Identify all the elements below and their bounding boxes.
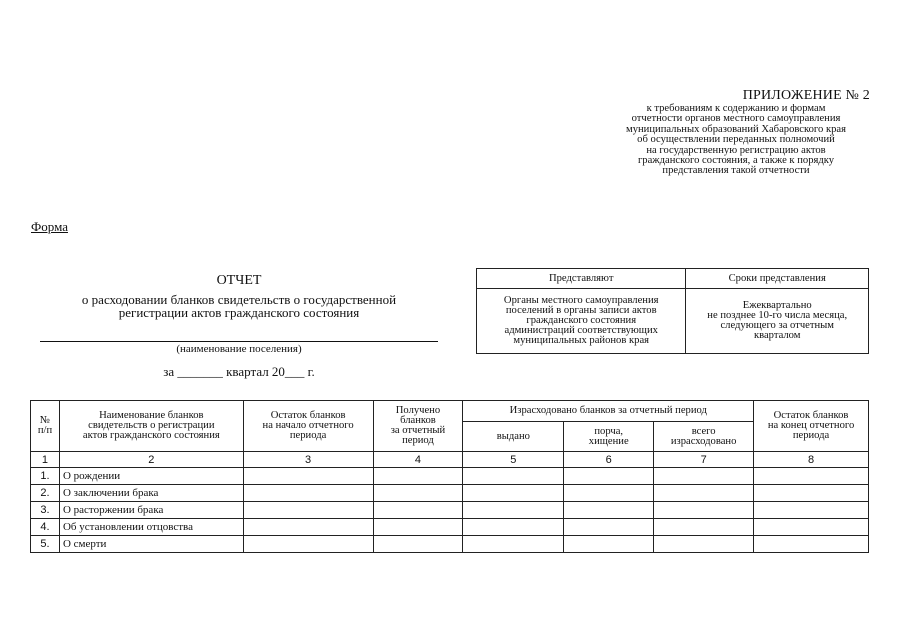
cell bbox=[243, 468, 373, 485]
header-text: хищение bbox=[588, 435, 629, 447]
settlement-blank-line bbox=[40, 341, 438, 342]
header-text: Получено bbox=[395, 405, 441, 416]
header-start-balance bbox=[243, 401, 373, 452]
header-text: Остаток бланков bbox=[773, 410, 849, 421]
who-line: гражданского состояния bbox=[526, 315, 637, 326]
cell bbox=[564, 485, 654, 502]
cell bbox=[463, 468, 564, 485]
cell bbox=[463, 502, 564, 519]
header-num bbox=[31, 401, 60, 452]
cell bbox=[373, 502, 463, 519]
cell bbox=[564, 519, 654, 536]
header-text: бланков bbox=[400, 415, 436, 426]
header-text: актов гражданского состояния bbox=[82, 430, 220, 441]
who-line: администраций соответствующих bbox=[504, 325, 658, 336]
header-text: п/п bbox=[37, 425, 53, 436]
header-text: свидетельств о регистрации bbox=[88, 420, 215, 431]
blanks-table bbox=[30, 400, 869, 553]
header-issued: выдано bbox=[463, 422, 564, 452]
when-line: Ежеквартально bbox=[742, 300, 812, 311]
header-damage bbox=[564, 422, 654, 452]
appendix-title: ПРИЛОЖЕНИЕ № 2 bbox=[742, 88, 870, 103]
header-total bbox=[654, 422, 754, 452]
quarter-line: за _______ квартал 20___ г. bbox=[163, 364, 315, 379]
cell bbox=[243, 519, 373, 536]
submission-table bbox=[476, 268, 869, 354]
header-text: всего bbox=[691, 425, 716, 437]
header-received bbox=[373, 401, 463, 452]
header-text: на конец отчетного bbox=[767, 420, 855, 431]
form-label: Форма bbox=[31, 219, 68, 234]
row-name: О смерти bbox=[59, 536, 243, 553]
column-number: 1 bbox=[31, 452, 60, 468]
table-row bbox=[31, 519, 869, 536]
cell bbox=[373, 519, 463, 536]
row-number: 3. bbox=[31, 502, 60, 519]
cell bbox=[243, 536, 373, 553]
appendix-line: гражданского состояния, а также к порядку bbox=[637, 155, 835, 167]
cell bbox=[463, 536, 564, 553]
cell bbox=[243, 502, 373, 519]
cell bbox=[243, 485, 373, 502]
header-text: периода bbox=[289, 430, 327, 441]
header-when: Сроки представления bbox=[686, 269, 869, 289]
header-who: Представляют bbox=[477, 269, 686, 289]
cell bbox=[564, 502, 654, 519]
row-number: 4. bbox=[31, 519, 60, 536]
table-row bbox=[31, 502, 869, 519]
cell bbox=[754, 519, 869, 536]
table-row bbox=[31, 468, 869, 485]
column-number: 8 bbox=[754, 452, 869, 468]
cell bbox=[373, 536, 463, 553]
header-text: периода bbox=[792, 430, 830, 441]
appendix-subtitle bbox=[596, 104, 876, 177]
cell bbox=[654, 536, 754, 553]
table-row bbox=[31, 536, 869, 553]
cell bbox=[564, 468, 654, 485]
row-name: О рождении bbox=[59, 468, 243, 485]
appendix-line: отчетности органов местного самоуправления bbox=[631, 113, 841, 125]
column-number: 7 bbox=[654, 452, 754, 468]
appendix-line: представления такой отчетности bbox=[662, 165, 810, 177]
cell bbox=[754, 536, 869, 553]
cell bbox=[754, 468, 869, 485]
cell bbox=[564, 536, 654, 553]
appendix-line: муниципальных образований Хабаровского края bbox=[626, 123, 846, 135]
row-number: 1. bbox=[31, 468, 60, 485]
report-subtitle-line: регистрации актов гражданского состояния bbox=[118, 305, 360, 320]
header-spent: Израсходовано бланков за отчетный период bbox=[463, 401, 754, 422]
header-text: Наименование бланков bbox=[99, 410, 204, 421]
header-end-balance bbox=[754, 401, 869, 452]
who-line: муниципальных районов края bbox=[513, 335, 650, 346]
report-title: ОТЧЕТ bbox=[216, 273, 262, 288]
row-name: О заключении брака bbox=[59, 485, 243, 502]
header-text: израсходовано bbox=[670, 435, 737, 447]
cell bbox=[654, 519, 754, 536]
appendix-line: об осуществлении переданных полномочий bbox=[637, 134, 835, 146]
who-line: Органы местного самоуправления bbox=[503, 295, 659, 306]
settlement-caption: (наименование поселения) bbox=[176, 343, 302, 355]
header-text: на начало отчетного bbox=[262, 420, 354, 431]
header-text: Остаток бланков bbox=[270, 410, 346, 421]
who-cell bbox=[477, 289, 686, 354]
column-number: 5 bbox=[463, 452, 564, 468]
when-line: следующего за отчетным bbox=[720, 320, 834, 331]
header-text: № bbox=[39, 415, 51, 426]
report-subtitle-line: о расходовании бланков свидетельств о государственной bbox=[81, 292, 397, 307]
header-name bbox=[59, 401, 243, 452]
report-subtitle bbox=[40, 293, 438, 319]
cell bbox=[373, 485, 463, 502]
table-row bbox=[31, 485, 869, 502]
cell bbox=[654, 502, 754, 519]
cell bbox=[654, 485, 754, 502]
cell bbox=[754, 485, 869, 502]
cell bbox=[463, 485, 564, 502]
cell bbox=[373, 468, 463, 485]
when-line: не позднее 10-го числа месяца, bbox=[707, 310, 848, 321]
row-number: 5. bbox=[31, 536, 60, 553]
row-name: Об установлении отцовства bbox=[59, 519, 243, 536]
column-number: 2 bbox=[59, 452, 243, 468]
header-text: за отчетный bbox=[390, 425, 446, 436]
header-text: период bbox=[402, 435, 434, 446]
column-number: 3 bbox=[243, 452, 373, 468]
column-numbers-row bbox=[31, 452, 869, 468]
appendix-line: к требованиям к содержанию и формам bbox=[646, 103, 826, 114]
column-number: 4 bbox=[373, 452, 463, 468]
when-cell bbox=[686, 289, 869, 354]
row-name: О расторжении брака bbox=[59, 502, 243, 519]
cell bbox=[754, 502, 869, 519]
column-number: 6 bbox=[564, 452, 654, 468]
who-line: поселений в органы записи актов bbox=[505, 305, 657, 316]
cell bbox=[654, 468, 754, 485]
header-text: порча, bbox=[594, 425, 624, 437]
when-line: кварталом bbox=[753, 330, 801, 341]
cell bbox=[463, 519, 564, 536]
row-number: 2. bbox=[31, 485, 60, 502]
appendix-line: на государственную регистрацию актов bbox=[646, 144, 826, 156]
